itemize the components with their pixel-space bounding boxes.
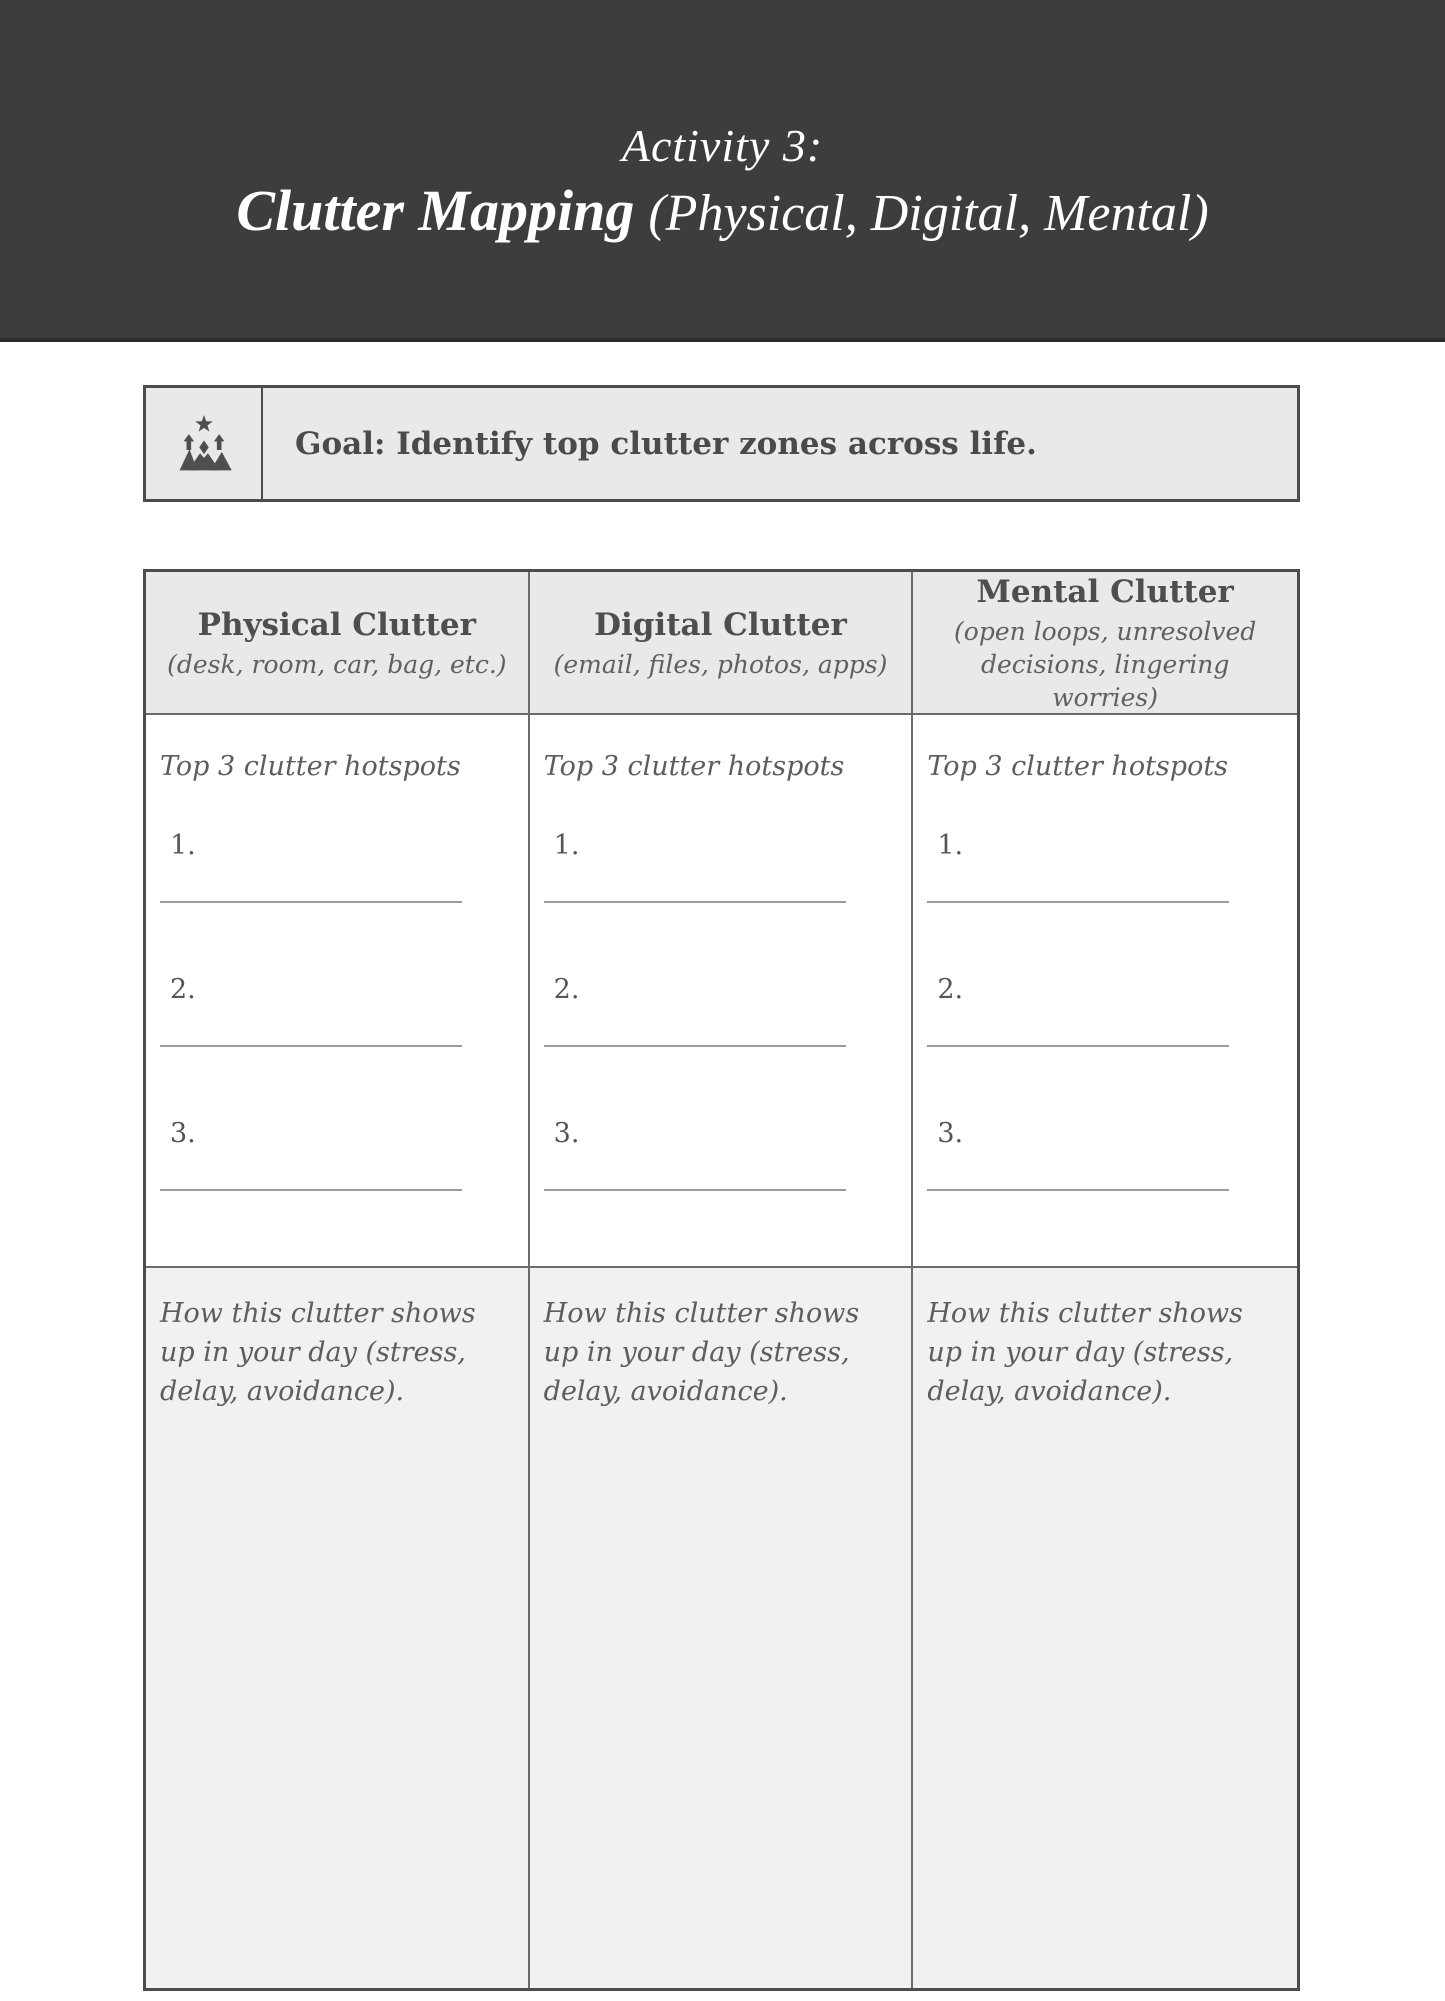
hotspot-number: 1. [937, 830, 964, 861]
column-header-mental [913, 572, 1297, 715]
column-title: Mental Clutter [976, 573, 1234, 610]
hotspots-label: Top 3 clutter hotspots [543, 751, 845, 782]
mountain-star-goal-icon [171, 411, 237, 477]
hotspot-item [540, 1117, 912, 1191]
hotspots-cell-digital [530, 715, 914, 1268]
answer-line [544, 1189, 846, 1191]
page-header-band [0, 0, 1445, 342]
goal-banner [143, 385, 1300, 502]
hotspots-cell-mental [913, 715, 1297, 1268]
answer-line [160, 1189, 462, 1191]
hotspot-number: 3. [170, 1118, 196, 1149]
reflection-prompt: How this clutter shows up in your day (stress, delay, avoidance). [543, 1298, 860, 1407]
hotspot-item [540, 829, 912, 903]
hotspot-number: 2. [170, 974, 196, 1005]
reflection-cell-digital [530, 1268, 914, 1988]
reflection-cell-mental [913, 1268, 1297, 1988]
hotspot-number: 1. [553, 830, 580, 861]
hotspot-item [540, 973, 912, 1047]
page-title [0, 174, 1445, 251]
hotspot-number: 1. [170, 830, 196, 861]
column-header-digital [530, 572, 914, 715]
goal-text: Goal: Identify top clutter zones across life. [295, 425, 1037, 462]
clutter-mapping-table [143, 569, 1300, 1991]
column-title: Physical Clutter [197, 606, 476, 643]
hotspots-cell-physical [146, 715, 530, 1268]
goal-icon-cell [146, 388, 263, 499]
activity-label: Activity 3: [621, 120, 824, 171]
hotspot-number: 2. [937, 974, 964, 1005]
answer-line [160, 1045, 462, 1047]
page-title-main: Clutter Mapping [236, 178, 635, 243]
answer-line [927, 1045, 1229, 1047]
answer-line [160, 901, 462, 903]
hotspot-item [156, 829, 528, 903]
column-header-physical [146, 572, 530, 715]
hotspot-number: 2. [553, 974, 580, 1005]
hotspots-label: Top 3 clutter hotspots [927, 751, 1229, 782]
hotspot-number: 3. [937, 1118, 964, 1149]
column-subtitle: (email, files, photos, apps) [553, 649, 888, 679]
hotspot-item [923, 1117, 1297, 1191]
answer-line [927, 901, 1229, 903]
hotspot-item [156, 973, 528, 1047]
answer-line [544, 901, 846, 903]
hotspot-item [923, 973, 1297, 1047]
answer-line [927, 1189, 1229, 1191]
column-title: Digital Clutter [594, 606, 847, 643]
page-title-paren: (Physical, Digital, Mental) [648, 185, 1209, 242]
reflection-prompt: How this clutter shows up in your day (stress, delay, avoidance). [927, 1298, 1243, 1407]
hotspots-label: Top 3 clutter hotspots [160, 751, 461, 782]
column-subtitle: (open loops, unresolved decisions, lingering worries) [954, 616, 1257, 712]
reflection-prompt: How this clutter shows up in your day (stress, delay, avoidance). [160, 1298, 476, 1407]
hotspot-item [923, 829, 1297, 903]
reflection-cell-physical [146, 1268, 530, 1988]
column-subtitle: (desk, room, car, bag, etc.) [167, 649, 507, 679]
answer-line [544, 1045, 846, 1047]
hotspot-item [156, 1117, 528, 1191]
hotspot-number: 3. [553, 1118, 580, 1149]
